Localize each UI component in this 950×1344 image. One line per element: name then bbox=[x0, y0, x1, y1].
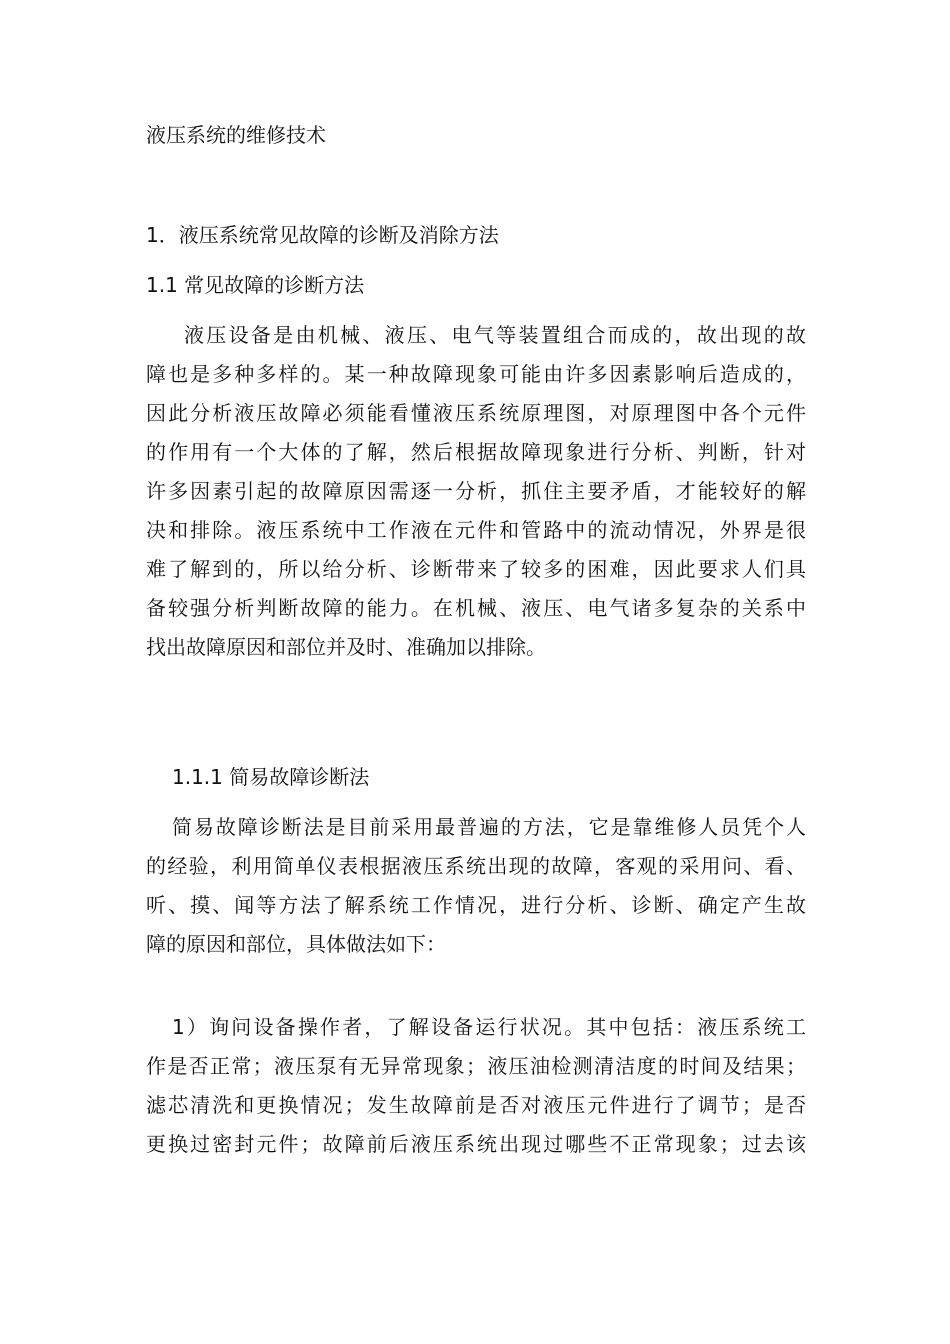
paragraph-line: 作是否正常；液压泵有无异常现象；液压油检测清洁度的时间及结果； bbox=[146, 1054, 806, 1078]
paragraph-line: 的作用有一个大体的了解，然后根据故障现象进行分析、判断，针对 bbox=[146, 440, 806, 464]
paragraph-line: 备较强分析判断故障的能力。在机械、液压、电气诸多复杂的关系中 bbox=[146, 596, 806, 620]
paragraph-line: 因此分析液压故障必须能看懂液压系统原理图，对原理图中各个元件 bbox=[146, 401, 806, 425]
paragraph-line: 更换过密封元件；故障前后液压系统出现过哪些不正常现象；过去该 bbox=[146, 1132, 806, 1156]
paragraph-line: 障也是多种多样的。某一种故障现象可能由许多因素影响后造成的， bbox=[146, 362, 806, 386]
document-title: 液压系统的维修技术 bbox=[146, 123, 326, 147]
paragraph-line: 找出故障原因和部位并及时、准确加以排除。 bbox=[146, 635, 546, 659]
paragraph-1 bbox=[146, 316, 806, 667]
paragraph-line: 听、摸、闻等方法了解系统工作情况，进行分析、诊断、确定产生故 bbox=[146, 893, 806, 917]
paragraph-line: 障的原因和部位，具体做法如下： bbox=[146, 932, 446, 956]
paragraph-line: 液压设备是由机械、液压、电气等装置组合而成的，故出现的故 bbox=[184, 323, 806, 347]
paragraph-line: 许多因素引起的故障原因需逐一分析，抓住主要矛盾，才能较好的解 bbox=[146, 479, 806, 503]
paragraph-line: 决和排除。液压系统中工作液在元件和管路中的流动情况，外界是很 bbox=[146, 518, 806, 542]
paragraph-line: 滤芯清洗和更换情况；发生故障前是否对液压元件进行了调节；是否 bbox=[146, 1093, 806, 1117]
section-heading-1: 1．液压系统常见故障的诊断及消除方法 bbox=[146, 223, 499, 247]
section-heading-1-1-1: 1.1.1 简易故障诊断法 bbox=[172, 765, 370, 789]
paragraph-line: 难了解到的，所以给分析、诊断带来了较多的困难，因此要求人们具 bbox=[146, 557, 806, 581]
paragraph-line: 简易故障诊断法是目前采用最普遍的方法，它是靠维修人员凭个人 bbox=[172, 815, 806, 839]
paragraph-2 bbox=[146, 808, 806, 964]
paragraph-3 bbox=[146, 1008, 806, 1164]
paragraph-line: 的经验，利用简单仪表根据液压系统出现的故障，客观的采用问、看、 bbox=[146, 854, 806, 878]
section-heading-1-1: 1.1 常见故障的诊断方法 bbox=[146, 273, 365, 297]
paragraph-line: 1）询问设备操作者，了解设备运行状况。其中包括：液压系统工 bbox=[172, 1015, 806, 1039]
